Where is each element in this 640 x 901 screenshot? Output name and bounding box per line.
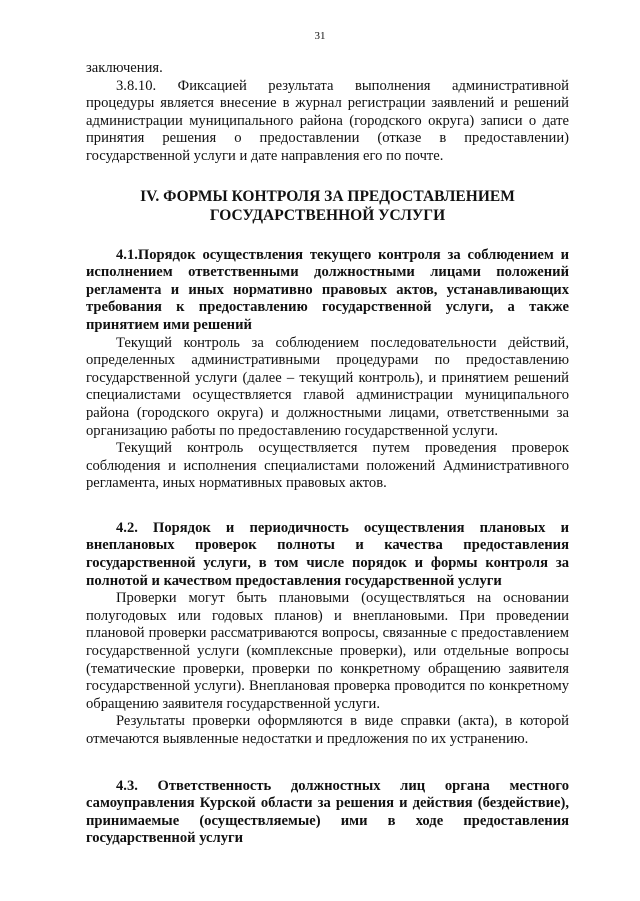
section-iv-title: IV. ФОРМЫ КОНТРОЛЯ ЗА ПРЕДОСТАВЛЕНИЕМ ГОСУДАРСТВЕННОЙ УСЛУГИ (140, 187, 515, 224)
paragraph-4-2-b: Результаты проверки оформляются в виде справки (акта), в которой отмечаются выявленные недостатки и предложения по их устранению. (86, 713, 569, 747)
document-body (86, 60, 569, 848)
paragraph-4-1-a: Текущий контроль за соблюдением последовательности действий, определенных административными процедурами по предоставлению государственной услуги (далее – текущий контроль), и принятием решений специалистами осуществляется главой администрации муниципального района (городского округа) и должностными лицами, ответственными за организацию работы по предоставлению государственной услуги. (86, 334, 569, 439)
heading-4-1: 4.1.Порядок осуществления текущего контроля за соблюдением и исполнением ответственными должностными лицами положений регламента и иных нормативно правовых актов, устанавливающих требования к предоставлению государственной услуги, а также принятием ими решений (86, 246, 569, 333)
paragraph-4-2-a: Проверки могут быть плановыми (осуществляться на основании полугодовых или годовых планов) и внеплановыми. При проведении плановой проверки рассматриваются вопросы, связанные с предоставлением государственной услуги (комплексные проверки), или отдельные вопросы (тематические проверки, проверки по конкретному обращению заявителя государственной услуги). Внеплановая проверка проводится по конкретному обращению заявителя государственной услуги. (86, 590, 569, 712)
heading-4-3: 4.3. Ответственность должностных лиц органа местного самоуправления Курской области за решения и действия (бездействие), принимаемые (осуществляемые) ими в ходе предоставления государственной услуги (86, 777, 569, 847)
paragraph-4-1-b: Текущий контроль осуществляется путем проведения проверок соблюдения и исполнения специалистами положений Административного регламента, иных нормативных правовых актов. (86, 440, 569, 492)
paragraph-3-8-10: 3.8.10. Фиксацией результата выполнения административной процедуры является внесение в журнал регистрации заявлений и решений администрации муниципального района (городского округа) записи о дате принятия решения о предоставлении (отказе в предоставлении) государственной услуги и дате направления его по почте. (86, 77, 569, 164)
heading-4-2: 4.2. Порядок и периодичность осуществления плановых и внеплановых проверок полноты и качества предоставления государственной услуги, в том числе порядок и формы контроля за полнотой и качеством предоставления государственной услуги (86, 519, 569, 589)
page-number: 31 (314, 30, 326, 42)
paragraph-conclusion-tail: заключения. (86, 60, 163, 76)
